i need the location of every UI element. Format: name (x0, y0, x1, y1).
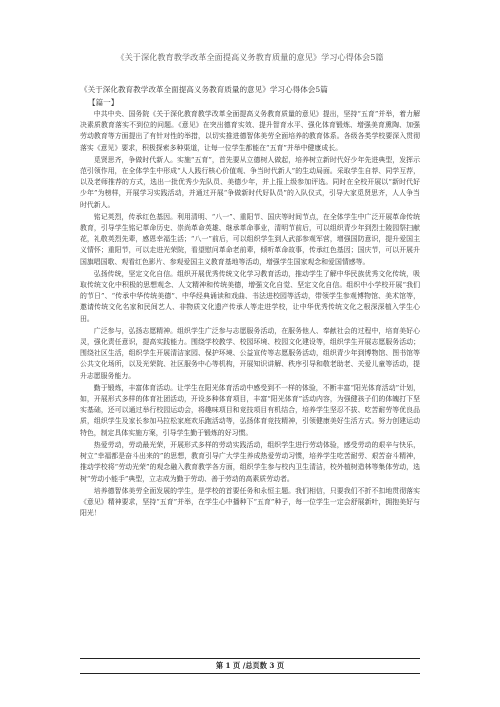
document-body (80, 84, 420, 520)
paragraph-8: 培养德智体美劳全面发展的学生，是学校的首要任务和永恒主题。我们相信，只要我们不折不扣地贯彻落实《意见》精神要求，坚持“五育”并举，在学生心中播种下“五育”种子，每一位学生一定会舒展新叶，拥抱美好与阳光！ (80, 486, 420, 518)
paragraph-4: 弘扬传统，坚定文化自信。组织开展优秀传统文化学习教育活动，推动学生了解中华民族优秀文化传统，吸取传统文化中积极的思想观念、人文精神和传统美德，增强文化自觉、坚定文化自信。组织中小学校开展“我们的节日”、“传承中华传统美德”、中华经典诵读和戏曲、书法进校园等活动，带领学生参观博物馆、美术馆等，邀请传统文化名家和民间艺人、非物质文化遗产传承人等走进学校，让中华优秀传统文化之根深深植入学生心田。 (80, 269, 420, 323)
paragraph-3: 铭记英烈，传承红色基因。利用清明、“八一”、重阳节、国庆等时间节点，在全体学生中广泛开展革命传统教育，引导学生铭记革命历史、崇尚革命英雄、继承革命事业，清明节前后，可以组织青少年到烈士陵园祭扫献花，礼敬英烈先辈，感恩幸福生活；“八一”前后，可以组织学生到人武部参观军营，增强国防意识，提升爱国主义情怀；重阳节，可以走进光荣院，看望慰问革命老前辈，倾听革命故事，传承红色基因；国庆节，可以开展升国旗唱国歌、观看红色影片、参观爱国主义教育基地等活动，增强学生国家观念和爱国情感等。 (80, 212, 420, 266)
document-subtitle: 《关于深化教育教学改革全面提高义务教育质量的意见》学习心得体会5篇 (80, 85, 328, 94)
page-footer (80, 658, 420, 674)
page-number: 第 1 页 /总页数 3 页 (215, 661, 285, 670)
page-title: 《关于深化教育教学改革全面提高义务教育质量的意见》学习心得体会5篇 (116, 52, 384, 62)
paragraph-1: 中共中央、国务院《关于深化教育教学改革全面提高义务教育质量的意见》提出，坚持“五育”并举，着力解决素质教育落实不到位的问题。《意见》在突出德育实效、提升智育水平、强化体育锻炼、增强美育熏陶、加强劳动教育等方面提出了有针对性的举措，以切实推进德智体美劳全面培养的教育体系。各级各类学校要深入贯彻落实《意见》要求，积极探索多种渠道，让每一位学生都能在“五育”并举中健康成长。 (80, 110, 420, 152)
paragraph-6: 勤于锻炼，丰富体育活动。让学生在阳光体育活动中感受到不一样的体验，不断丰富“阳光体育活动”计划，如，开展形式多样的体育社团活动，开设多种体育项目，丰富“阳光体育”活动内容，为强健孩子们的体魄打下坚实基础，还可以通过举行校园运动会，将趣味项目和竞技项目有机结合，培养学生坚忍不拔、吃苦耐劳等优良品质，组织学生及家长参加马拉松家庭欢乐跑活动等，弘扬体育竞技精神，引领健康美好生活方式。努力创建运动特色，制定具体实施方案，引导学生勤于锻炼的好习惯。 (80, 383, 420, 437)
paragraph-7: 热爱劳动，劳动最光荣，开展形式多样的劳动实践活动，组织学生进行劳动体验，感受劳动的艰辛与快乐，树立“幸福都是奋斗出来的”的思想，教育引导广大学生养成热爱劳动习惯，培养学生吃苦耐劳、艰苦奋斗精神，推动学校将“劳动光荣”的观念融入教育教学各方面，组织学生参与校内卫生清洁，校外植树造林等集体劳动，选树“劳动小能手”典型，立志成为勤于劳动、善于劳动的高素质劳动者。 (80, 440, 420, 483)
paragraph-5: 广泛参与，弘扬志愿精神。组织学生广泛参与志愿服务活动，在服务他人、奉献社会的过程中，培育美好心灵，强化责任意识，提高实践能力。围绕学校教学、校园环境、校园文化建设等，组织学生开展志愿服务活动；围绕社区生活，组织学生开展清洁家园、保护环境、公益宣传等志愿服务活动，组织青少年到博物馆、图书馆等公共文化场所，以及光荣院、社区服务中心等机构，开展知识讲解、秩序引导和敬老助老、关爱儿童等活动，提升志愿服务能力。 (80, 326, 420, 380)
paragraph-2: 觅贤思齐，争做时代新人。实施“五育”，首先要从立德树人做起，培养树立新时代好少年先进典型，发挥示范引领作用，在全体学生中形成“人人践行核心价值观、争当时代新人”的生动局面。采取学生自荐、同学互荐，以及老师推荐的方式，选出一批优秀少先队员、美德少年，并上报上级参加评选。同时在全校开展以“新时代好少年”为榜样，开展学习实践活动，并通过开展“争做新时代好队员”的入队仪式，引导大家觅贤思齐，人人争当时代新人。 (80, 155, 420, 209)
section-label: 【篇一】 (88, 98, 119, 107)
